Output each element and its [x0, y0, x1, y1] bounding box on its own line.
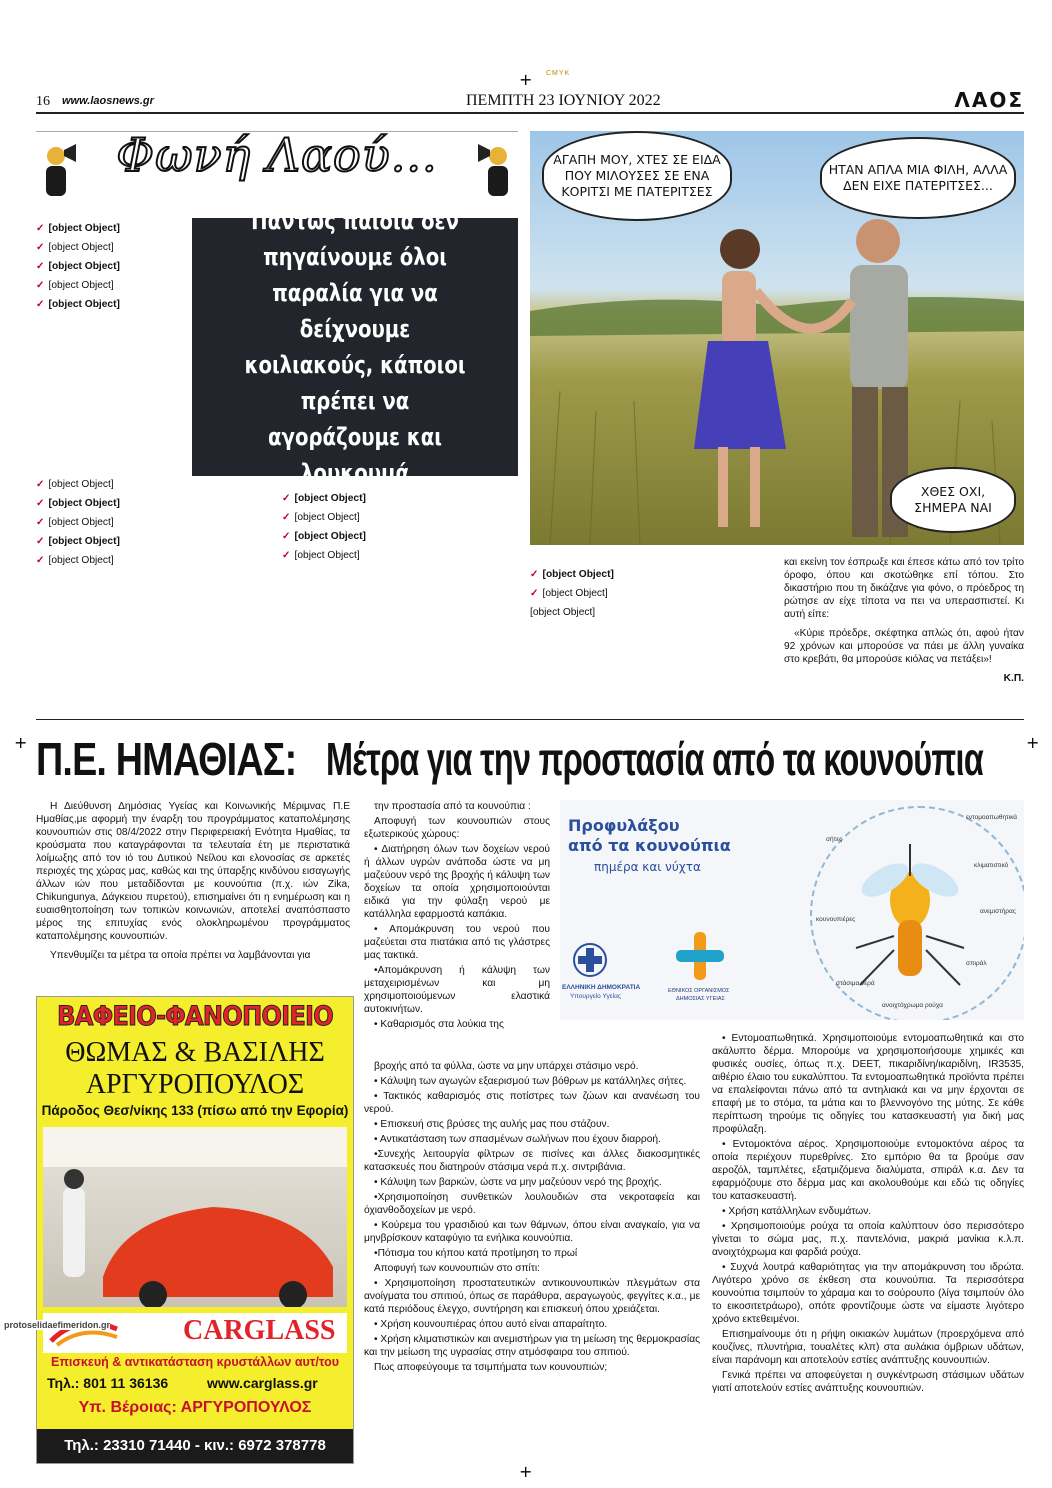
- speech-bubble-bottom-text: ΧΘΕΣ ΟΧΙ, ΣΗΜΕΡΑ ΝΑΙ: [914, 484, 992, 515]
- fwni-right-item-text: [object Object]: [542, 588, 608, 599]
- col2-top-paragraph: • Διατήρηση όλων των δοχείων νερού ή άλλων υγρών ανάποδα ώστε να μη μαζεύουν νερό της βροχής ή κάλυψη των δοχείων τα οποία χρησιμοποιούνται ειδικά για την φύλαξη νερού με κατάλληλα εφαρμοστά καπάκια.: [364, 844, 550, 920]
- col3-paragraph: • Χρησιμοποιούμε ρούχα τα οποία καλύπτουν όσο περισσότερο γίνεται το σώμα μας, π.χ. παντελόνια, μακριά μανίκια κ.λ.π. ανοιχτόχρωμα και φαρδιά ρούχα.: [712, 1221, 1024, 1258]
- fwni-left-item: [36, 222, 182, 235]
- col3-paragraph: • Χρήση κατάλληλων ενδυμάτων.: [722, 1206, 872, 1217]
- fwni-left-item-text: [object Object]: [48, 261, 120, 272]
- fwni-left-item-text: [object Object]: [48, 555, 114, 566]
- eody-line-2: ΔΗΜΟΣΙΑΣ ΥΓΕΙΑΣ: [676, 996, 725, 1002]
- fwni-middle-item-text: [object Object]: [294, 512, 360, 523]
- quote-image-text: Πάντως παιδιά δεν πηγαίνουμε όλοι παραλία για να δείχνουμε κοιλιακούς, κάποιοι πρέπει να αγοράζουμε και λουκουμά: [244, 207, 466, 487]
- fwni-middle-item: [282, 549, 518, 562]
- fwni-left-item-text: [object Object]: [48, 299, 120, 310]
- fwni-left-item: [36, 279, 182, 292]
- col2-bottom-paragraph: •Πότισμα του κήπου κατά προτίμηση το πρωί: [374, 1248, 578, 1259]
- speech-bubble-right: [820, 137, 1016, 219]
- banner-title: Φωνή Λαού...: [116, 131, 438, 182]
- eody-logo-icon: [672, 928, 728, 984]
- checkmark-icon: ✓: [282, 550, 291, 561]
- col3-paragraph: • Εντομοκτόνα αέρος. Χρησιμοποιούμε εντομοκτόνα αέρος τα οποία περιέχουν πυρεθρίνες. Στο εμπόριο θα τα βρούμε σαν αεροζόλ, ταμπλέτες, εξατμιζόμενα διαλύματα, σπιράλ κ.α. Δεν τα εφαρμόζουμε στο δέρμα μας και ακολουθούμε και εδώ τις οδηγίες του κατασκευαστή.: [712, 1139, 1024, 1202]
- checkmark-icon: ✓: [530, 569, 539, 580]
- col3-paragraph: Επισημαίνουμε ότι η ρήψη οικιακών λυμάτων (προερχόμενα από κουζίνες, πλυντήρια, τουαλέτες κλπ) στα αυλάκια όμβριων υδάτων, είναι παράνομη και αποτελούν εστίες ανάπτυξης κουνουπιών.: [712, 1329, 1024, 1366]
- checkmark-icon: ✓: [36, 299, 45, 310]
- speech-bubble-right-text: ΗΤΑΝ ΑΠΛΑ ΜΙΑ ΦΙΛΗ, ΑΛΛΑ ΔΕΝ ΕΙΧΕ ΠΑΤΕΡΙΤΣΕΣ...: [828, 162, 1008, 193]
- checkmark-icon: ✓: [36, 223, 45, 234]
- fwni-middle-item: [282, 511, 518, 524]
- greek-emblem-icon: [570, 940, 610, 980]
- checkmark-icon: ✓: [36, 479, 45, 490]
- article-column-2-top: [364, 800, 550, 1033]
- checkmark-icon: ✓: [530, 588, 539, 599]
- fwni-middle-column: [282, 492, 518, 568]
- label-8: στάσιμα νερά: [836, 980, 875, 987]
- col2-top-paragraph: •Απομάκρυνση ή κάλυψη των μεταχειρισμένων και μη χρησιμοποιούμενων ελαστικά αυτοκινήτων.: [364, 965, 550, 1015]
- col2-top-paragraph: • Απομάκρυνση του νερού που μαζεύεται στα πιατάκια από τις γλάστρες μας τακτικά.: [364, 924, 550, 961]
- col2-bottom-paragraph: • Χρήση κλιματιστικών και ανεμιστήρων για τη μείωση της θερμοκρασίας και την μείωση της υγρασίας στην ατμόσφαιρα του σπιτιού.: [364, 1334, 700, 1358]
- fwni-left-item: [36, 535, 272, 548]
- fwni-left-item: [36, 298, 182, 311]
- infographic-title-2: από τα κουνούπια: [568, 836, 731, 855]
- article-intro: Η Διεύθυνση Δημόσιας Υγείας και Κοινωνικής Μέριμνας Π.Ε Ημαθίας,με αφορμή την έναρξη του προγράμματος καταπολέμησης κουνουπιών στις 08/4/2022 στην Περιφερειακή Ενότητα Ημαθίας, τα κρούσματα που καταγράφονται τα τελευταία έτη με περιστατικά λοίμωξης από τον ιό του Δυτικού Νείλου και ελονοσίας σε αρκετές περιοχές της χώρας μας, καθώς και της ύπαρξης κινδύνου εισαγωγής άλλων ιών που μεταδίδονται με κουνούπια (π.χ. ιών Zika, Chikungunya, Δάγκειου πυρετού), επισημαίνει ότι η ενημέρωση και η ευαισθητοποίηση των τοπικών κοινωνιών, αποτελεί αναπόσπαστο μέρος της επιτυχίας ενός ολοκληρωμένου προγράμματος καταπολέμησης κουνουπιών.: [36, 801, 350, 942]
- article-intro-2: Υπενθυμίζει τα μέτρα τα οποία πρέπει να λαμβάνονται για: [50, 950, 311, 961]
- checkmark-icon: ✓: [36, 280, 45, 291]
- fwni-left-item-text: [object Object]: [48, 479, 114, 490]
- ad-name-2: ΑΡΓΥΡΟΠΟΥΛΟΣ: [85, 1069, 305, 1100]
- fwni-left-column-2: [36, 478, 272, 573]
- col2-bottom-paragraph: βροχής από τα φύλλα, ώστε να μην υπάρχει στάσιμο νερό.: [374, 1061, 639, 1072]
- fwni-middle-item-text: [object Object]: [294, 550, 360, 561]
- col2-bottom-paragraph: • Κάλυψη των αγωγών εξαερισμού των βόθρων με κατάλληλες σήτες.: [374, 1076, 687, 1087]
- checkmark-icon: ✓: [282, 531, 291, 542]
- crop-mark-right: +: [1026, 733, 1040, 752]
- col2-bottom-paragraph: • Κάλυψη των βαρκών, ώστε να μην μαζεύουν νερό της βροχής.: [374, 1177, 662, 1188]
- infographic-title-1: Προφυλάξου: [568, 816, 680, 835]
- fwni-right-item: [530, 587, 770, 600]
- checkmark-icon: ✓: [36, 555, 45, 566]
- label-7: ανοιχτόχρωμα ρούχα: [882, 1002, 943, 1009]
- fwni-left-item: [36, 478, 272, 491]
- col2-top-paragraph: Αποφυγή των κουνουπιών στους εξωτερικούς χώρους:: [364, 816, 550, 840]
- fwni-left-item: [36, 516, 272, 529]
- fwni-left-item: [36, 497, 272, 510]
- infographic-subtitle: πημέρα και νύχτα: [594, 860, 701, 874]
- header-rule: [36, 112, 1024, 114]
- fwni-right-item: [530, 568, 770, 581]
- fwni-right-column: [530, 568, 770, 625]
- couple-meme-photo: [530, 131, 1024, 545]
- fwni-left-item: [36, 260, 182, 273]
- ministry-line-1: ΕΛΛΗΝΙΚΗ ΔΗΜΟΚΡΑΤΙΑ: [562, 984, 641, 991]
- page-header: [36, 88, 1024, 112]
- col2-bottom-paragraph: Αποφυγή των κουνουπιών στο σπίτι:: [374, 1263, 540, 1274]
- col2-bottom-paragraph: • Χρήση κουνουπιέρας όπου αυτό είναι απαραίτητο.: [374, 1319, 608, 1330]
- article-column-2-bottom: [364, 1060, 700, 1376]
- col2-top-paragraph: την προστασία από τα κουνούπια :: [374, 801, 531, 812]
- label-3: ανεμιστήρας: [980, 908, 1016, 915]
- label-6: σήτες: [826, 836, 843, 843]
- infographic-labels: [816, 810, 1022, 1018]
- newspaper-logo: ΛΑΟΣ: [954, 88, 1024, 112]
- crop-mark-bottom: +: [519, 1462, 533, 1481]
- article-column-3: [712, 1032, 1024, 1397]
- section-divider: [36, 719, 1024, 720]
- website: www.laosnews.gr: [62, 95, 154, 107]
- label-1: εντομοαπωθητικά: [966, 814, 1017, 821]
- col2-bottom-paragraph: •Συνεχής λειτουργία φίλτρων σε πισίνες και άλλες διακοσμητικές κατασκευές που διατηρούν στάσιμα νερά π.χ. σιντριβάνια.: [364, 1149, 700, 1173]
- checkmark-icon: ✓: [36, 498, 45, 509]
- label-2: κλιματιστικό: [974, 862, 1009, 869]
- fwni-middle-item-text: [object Object]: [294, 531, 366, 542]
- eody-line-1: ΕΘΝΙΚΟΣ ΟΡΓΑΝΙΣΜΟΣ: [668, 988, 730, 994]
- article-column-1: [36, 800, 350, 968]
- carglass-service: Επισκευή & αντικατάσταση κρυστάλλων αυτ/του: [50, 1355, 340, 1369]
- carglass-banner: [43, 1313, 347, 1353]
- far-right-paragraph-2: «Κύριε πρόεδρε, σκέφτηκα απλώς ότι, αφού ήταν 92 χρόνων και μπορούσε να πάει με άλλη γυναίκα στο κρεβάτι, θα μπορούσε κιόλας να πετάξει»!: [784, 628, 1024, 665]
- cmyk-mark: CMYK: [546, 70, 571, 77]
- watermark: protoselidaefimeridon.gr: [4, 1320, 111, 1330]
- fwni-left-item-text: [object Object]: [48, 223, 120, 234]
- fwni-middle-item: [282, 530, 518, 543]
- speech-bubble-left: [542, 131, 732, 221]
- ministry-line-2: Υπουργείο Υγείας: [570, 993, 621, 1000]
- ad-name-1: ΘΩΜΑΣ & ΒΑΣΙΛΗΣ: [65, 1037, 325, 1068]
- carglass-phone: Τηλ.: 801 11 36136: [47, 1375, 169, 1391]
- crop-mark-top: +: [519, 70, 533, 89]
- column-banner: [36, 131, 518, 212]
- fwni-left-item: [36, 554, 272, 567]
- fwni-middle-item: [282, 492, 518, 505]
- ad-paint-booth-photo: [43, 1127, 347, 1307]
- speech-bubble-bottom: [890, 467, 1016, 533]
- col3-paragraph: Γενικά πρέπει να αποφεύγεται η συγκέντρωση στάσιμων υδάτων γιατί αποτελούν εστίες ανάπτυξης κουνουπιών.: [712, 1370, 1024, 1394]
- ad-contact: Τηλ.: 23310 71440 - κιν.: 6972 378778: [64, 1437, 326, 1454]
- fwni-left-item-text: [object Object]: [48, 517, 114, 528]
- col2-bottom-paragraph: • Κούρεμα του γρασιδιού και των θάμνων, όπου είναι αναγκαίο, για να μηνβρίσκουν καταφύγιο τα ενήλικα κουνούπια.: [364, 1220, 700, 1244]
- fwni-right-item: [530, 606, 770, 619]
- label-5: κουνουπιέρες: [816, 916, 856, 923]
- fwni-left-item: [36, 241, 182, 254]
- checkmark-icon: ✓: [36, 242, 45, 253]
- fwni-left-item-text: [object Object]: [48, 498, 120, 509]
- ad-branch: Υπ. Βέροιας: ΑΡΓΥΡΟΠΟΥΛΟΣ: [78, 1399, 312, 1416]
- quote-image: [192, 207, 518, 487]
- col3-paragraph: • Συχνά λουτρά καθαριότητας για την απομάκρυνση του ιδρώτα. Λιγότερο χρόνο σε έκθεση στα κουνούπια. Τα περισσότερα κουνούπια τσιμπούν το χάραμα και το σούρουπο (λίγα τσιμπούν όλο το εικοσιτετράωρο), οπότε φροντίζουμε ώστε να είμαστε λιγότερο χρόνο εκτεθειμένοι.: [712, 1262, 1024, 1325]
- carglass-brand: CARGLASS: [183, 1315, 336, 1346]
- far-right-paragraph-1: και εκείνη τον έσπρωξε και έπεσε κάτω από τον τρίτο όροφο, όπου και σκοτώθηκε επί τόπου. Στο δικαστήριο που τη δικάζανε για φόνο, ο πρόεδρος τη ρώτησε αν είχε τίποτα να πει να υπερασπιστεί. Κι αυτή είπε:: [784, 557, 1024, 620]
- col2-bottom-paragraph: • Επισκευή στις βρύσες της αυλής μας που στάζουν.: [374, 1119, 610, 1130]
- fwni-right-item-text: [object Object]: [542, 569, 614, 580]
- article-headline: [36, 732, 1024, 792]
- signature: Κ.Π.: [1003, 673, 1024, 684]
- headline-part-2: Μέτρα για την προστασία από τα κουνούπια: [326, 733, 984, 785]
- speech-bubble-left-text: ΑΓΑΠΗ ΜΟΥ, ΧΤΕΣ ΣΕ ΕΙΔΑ ΠΟΥ ΜΙΛΟΥΣΕΣ ΣΕ ΕΝΑ ΚΟΡΙΤΣΙ ΜΕ ΠΑΤΕΡΙΤΣΕΣ: [553, 152, 721, 199]
- carglass-web: www.carglass.gr: [207, 1375, 318, 1391]
- issue-date: ΠΕΜΠΤΗ 23 ΙΟΥΝΙΟΥ 2022: [466, 92, 661, 109]
- fwni-far-right-column: [784, 556, 1024, 691]
- checkmark-icon: ✓: [36, 536, 45, 547]
- col2-bottom-paragraph: • Τακτικός καθαρισμός στις ποτίστρες των ζώων και ανανέωση του νερού.: [364, 1091, 700, 1115]
- label-4: σπιράλ: [966, 960, 987, 967]
- col2-bottom-paragraph: Πως αποφεύγουμε τα τσιμπήματα των κουνουπιών;: [374, 1362, 608, 1373]
- col2-bottom-paragraph: • Αντικατάσταση των σπασμένων σωλήνων που έχουν διαρροή.: [374, 1134, 661, 1145]
- ad-headline: ΒΑΦΕΙΟ-ΦΑΝΟΠΟΙΕΙΟ: [57, 1001, 333, 1032]
- fwni-left-item-text: [object Object]: [48, 242, 114, 253]
- checkmark-icon: ✓: [282, 512, 291, 523]
- fwni-right-item-text: [object Object]: [530, 607, 596, 618]
- checkmark-icon: ✓: [282, 493, 291, 504]
- fwni-left-item-text: [object Object]: [48, 280, 114, 291]
- mosquito-infographic: [560, 800, 1024, 1020]
- col2-top-paragraph: • Καθαρισμός στα λούκια της: [374, 1019, 504, 1030]
- col2-bottom-paragraph: • Χρησιμοποίηση προστατευτικών αντικουνουπικών πλεγμάτων στα ανοίγματα του σπιτιού, όπως σε παράθυρα, αεραγωγούς, φεγγίτες κ.α., με κατά περιόδους έλεγχο, συντήρηση και επισκευή όπου χρειάζεται.: [364, 1278, 700, 1315]
- advertisement: [36, 996, 354, 1464]
- fwni-left-column: [36, 222, 182, 317]
- col2-bottom-paragraph: •Χρησιμοποίηση συνθετικών λουλουδιών στα νεκροταφεία και όχιανθοδοχείων με νερό.: [364, 1192, 700, 1216]
- checkmark-icon: ✓: [36, 261, 45, 272]
- checkmark-icon: ✓: [36, 517, 45, 528]
- fwni-left-item-text: [object Object]: [48, 536, 120, 547]
- headline-part-1: Π.Ε. ΗΜΑΘΙΑΣ:: [36, 733, 297, 785]
- ad-contact-bar: [37, 1429, 353, 1463]
- crop-mark-left: +: [14, 733, 28, 752]
- page-number: 16: [36, 94, 50, 109]
- ad-address: Πάροδος Θεσ/νίκης 133 (πίσω από την Εφορία): [41, 1103, 349, 1118]
- fwni-middle-item-text: [object Object]: [294, 493, 366, 504]
- col3-paragraph: • Εντομοαπωθητικά. Χρησιμοποιούμε εντομοαπωθητικά και στο ακάλυπτο δέρμα. Μπορούμε να χρησιμοποιήσουμε χημικές και φυσικές ουσίες, όπως π.χ. DEET, πικαριδίνη/ικαριδίνη, IR3535, αιθέριο έλαιο του ευκαλύπτου. Τα εντομοαπωθητικά προϊόντα πρέπει να επαλείφονται πάνω από τα αντηλιακά και να μην έρχονται σε επαφή με το στόμα, τα μάτια και το βλεννογόνο της μύτης. Σε κάθε περίπτωση τηρούμε τις οδηγίες του κατασκευαστή για δική μας προφύλαξη.: [712, 1033, 1024, 1135]
- megaphone-figure-right-icon: [478, 142, 518, 202]
